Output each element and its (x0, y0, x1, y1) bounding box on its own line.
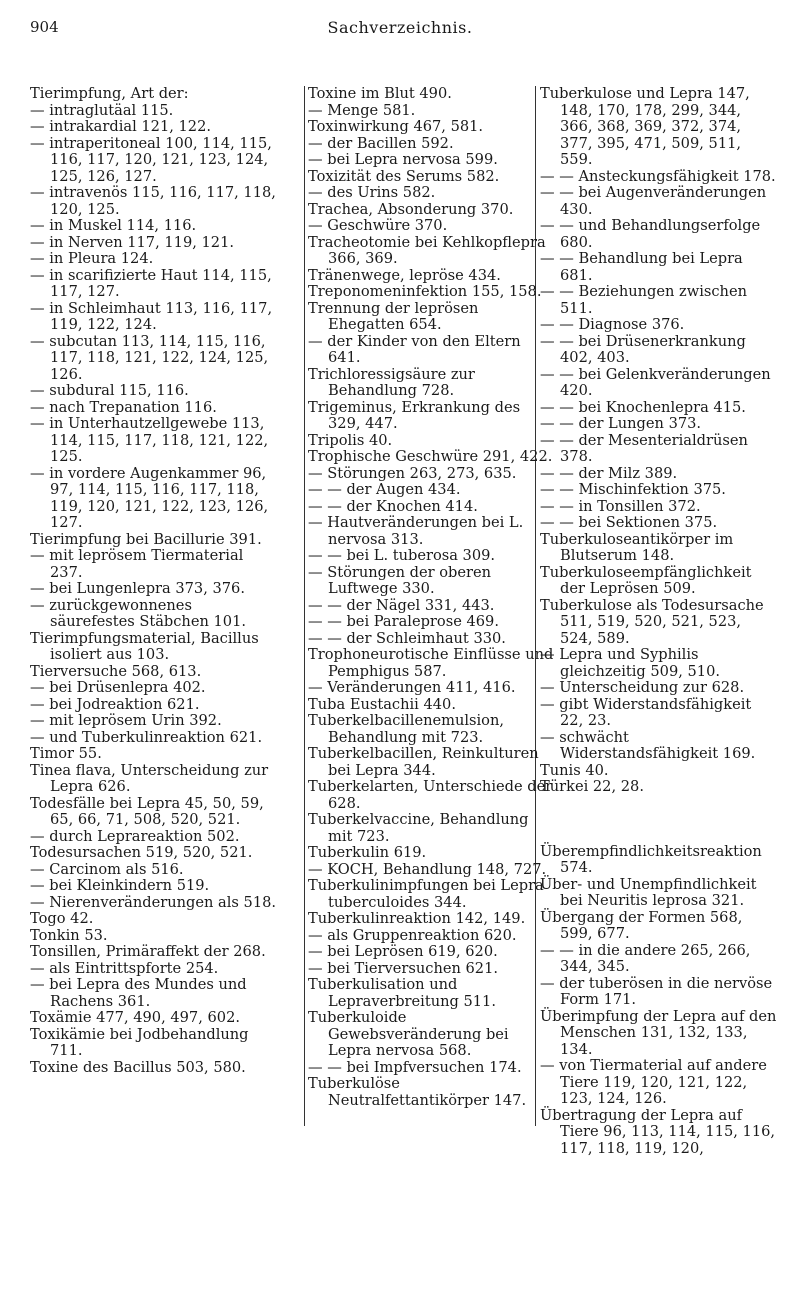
index-entry: — — Mischinfektion 375. (540, 481, 726, 498)
index-entry: Tuberkelbacillen, Reinkulturen bei Lepra 344. (308, 745, 539, 779)
index-entry: — bei Lepra nervosa 599. (308, 151, 498, 168)
index-entry: — — der Milz 389. (540, 464, 678, 482)
index-entry: — — in Tonsillen 372. (540, 497, 701, 515)
index-entry: — zurückgewonnenes säurefestes Stäbchen 101. (30, 596, 247, 630)
index-entry: — — der Schleimhaut 330. (308, 629, 506, 647)
index-entry: Tonsillen, Primäraffekt der 268. (30, 943, 266, 960)
index-columns (30, 86, 775, 1286)
index-entry: — durch Leprareaktion 502. (30, 827, 240, 845)
index-entry: — gibt Widerstandsfähigkeit 22, 23. (540, 695, 752, 729)
index-entry: — — Diagnose 376. (540, 316, 685, 333)
index-entry: — bei Lepra des Mundes und Rachens 361. (30, 976, 247, 1010)
index-entry: Tuberkulöse Neutralfettantikörper 147. (308, 1075, 527, 1109)
index-entry: — intraglutäal 115. (30, 101, 174, 119)
index-entry: — intraperitoneal 100, 114, 115, 116, 117, 120, 121, 123, 124, 125, 126, 127. (30, 134, 272, 185)
index-entry: — — bei Drüsenerkrankung 402, 403. (540, 332, 746, 366)
index-entry: — — bei Impfversuchen 174. (308, 1058, 522, 1076)
running-title: Sachverzeichnis. (327, 18, 473, 37)
index-column-3 (540, 86, 778, 1286)
index-entry: — intravenös 115, 116, 117, 118, 120, 125. (30, 184, 276, 218)
index-entry: — der Kinder von den Eltern 641. (308, 332, 521, 366)
index-entry: — bei Kleinkindern 519. (30, 877, 210, 894)
index-entry: Tuberkelbacillenemulsion, Behandlung mit 723. (308, 712, 505, 746)
index-entry: — subcutan 113, 114, 115, 116, 117, 118, 121, 122, 124, 125, 126. (30, 332, 269, 383)
index-entry: Überimpfung der Lepra auf den Menschen 131, 132, 133, 134. (540, 1007, 777, 1058)
index-entry: — Lepra und Syphilis gleichzeitig 509, 510. (540, 646, 721, 680)
index-entry: Tuberkelarten, Unterschiede der 628. (308, 778, 553, 812)
index-entry: — der tuberösen in die nervöse Form 171. (540, 974, 773, 1008)
index-entry: Togo 42. (30, 910, 94, 927)
index-entry: — — bei Paraleprose 469. (308, 613, 499, 630)
index-entry: — subdural 115, 116. (30, 382, 189, 399)
index-entry: — Geschwüre 370. (308, 217, 448, 234)
index-entry: — in Schleimhaut 113, 116, 117, 119, 122, 124. (30, 299, 273, 333)
index-entry: — intrakardial 121, 122. (30, 118, 212, 135)
index-entry: Tränenwege, lepröse 434. (308, 266, 501, 284)
index-entry: — — der Lungen 373. (540, 415, 702, 432)
index-entry: Türkei 22, 28. (540, 778, 644, 795)
index-entry: — — bei Sektionen 375. (540, 514, 718, 531)
index-entry: — Störungen 263, 273, 635. (308, 464, 517, 482)
index-entry: — bei Leprösen 619, 620. (308, 943, 498, 960)
index-entry: Tracheotomie bei Kehlkopflepra 366, 369. (308, 233, 546, 267)
index-entry: Tuberkulose und Lepra 147, 148, 170, 178, 299, 344, 366, 368, 369, 372, 374, 377, 395, 471, 509, 511, 559. (540, 85, 750, 168)
index-entry: — von Tiermaterial auf andere Tiere 119, 120, 121, 122, 123, 124, 126. (540, 1057, 767, 1107)
index-entry: — — der Nägel 331, 443. (308, 596, 495, 614)
index-entry: Tierimpfung, Art der: (30, 85, 189, 102)
index-entry: Tinea flava, Unterscheidung zur Lepra 626. (30, 761, 269, 795)
index-entry: Toxämie 477, 490, 497, 602. (30, 1009, 240, 1026)
index-entry: Tuba Eustachii 440. (308, 695, 456, 713)
index-entry: — Störungen der oberen Luftwege 330. (308, 563, 492, 597)
index-entry: — Hautveränderungen bei L. nervosa 313. (308, 514, 524, 548)
index-gap (540, 812, 778, 828)
index-entry: Timor 55. (30, 745, 102, 762)
index-entry: Toxinwirkung 467, 581. (308, 118, 484, 135)
index-entry: Übertragung der Lepra auf Tiere 96, 113, 114, 115, 116, 117, 118, 119, 120, (540, 1106, 776, 1157)
index-entry: Tierversuche 568, 613. (30, 662, 202, 680)
index-entry: — Nierenveränderungen als 518. (30, 893, 277, 911)
index-entry: Trigeminus, Erkrankung des 329, 447. (308, 398, 521, 432)
index-entry: — — bei L. tuberosa 309. (308, 547, 496, 564)
index-entry: Tuberkulisation und Lepraverbreitung 511. (308, 976, 496, 1010)
index-entry: — nach Trepanation 116. (30, 398, 217, 416)
index-entry: Tripolis 40. (308, 431, 393, 449)
index-entry: Trophische Geschwüre 291, 422. (308, 448, 553, 465)
index-entry: Übergang der Formen 568, 599, 677. (540, 908, 743, 942)
index-entry: Toxine im Blut 490. (308, 85, 452, 102)
index-entry: — — der Augen 434. (308, 481, 461, 498)
index-entry: Tuberkulose als Todesursache 511, 519, 520, 521, 523, 524, 589. (540, 596, 764, 647)
index-entry: — bei Lungenlepra 373, 376. (30, 580, 245, 597)
index-entry: Trachea, Absonderung 370. (308, 200, 514, 218)
index-entry: — in Pleura 124. (30, 250, 154, 267)
index-entry: — mit leprösem Urin 392. (30, 712, 222, 729)
index-entry: Tuberkulinreaktion 142, 149. (308, 910, 526, 927)
index-entry: Trichloressigsäure zur Behandlung 728. (308, 365, 475, 399)
index-entry: — der Bacillen 592. (308, 134, 454, 152)
index-entry: Tunis 40. (540, 761, 609, 779)
index-entry: — — in die andere 265, 266, 344, 345. (540, 941, 751, 975)
index-entry: Tuberkuloseantikörper im Blutserum 148. (540, 530, 734, 564)
index-entry: — in Unterhautzellgewebe 113, 114, 115, 117, 118, 121, 122, 125. (30, 415, 269, 465)
index-entry: Tuberkuloseempfänglichkeit der Leprösen 509. (540, 563, 752, 597)
index-entry: Tonkin 53. (30, 926, 108, 944)
index-entry: — in vordere Augenkammer 96, 97, 114, 115, 116, 117, 118, 119, 120, 121, 122, 123, 126, 127. (30, 464, 269, 531)
page-header (30, 18, 770, 42)
index-entry: — bei Tierversuchen 621. (308, 959, 499, 977)
index-entry: — des Urins 582. (308, 184, 436, 201)
index-entry: — als Eintrittspforte 254. (30, 959, 219, 977)
index-entry: Todesursachen 519, 520, 521. (30, 844, 253, 861)
index-entry: Über- und Unempfindlichkeit bei Neuritis leprosa 321. (540, 875, 757, 909)
index-column-2 (308, 86, 556, 1286)
index-entry: — schwächt Widerstandsfähigkeit 169. (540, 728, 756, 762)
index-entry: — — bei Knochenlepra 415. (540, 398, 746, 416)
index-entry: Tuberkulin 619. (308, 844, 427, 861)
index-entry: — — bei Augenveränderungen 430. (540, 184, 767, 218)
index-entry: — in scarifizierte Haut 114, 115, 117, 127. (30, 266, 272, 300)
index-entry: Tuberkelvaccine, Behandlung mit 723. (308, 811, 529, 845)
index-entry: — — Behandlung bei Lepra 681. (540, 250, 743, 284)
index-entry: Tuberkulinimpfungen bei Lepra tuberculoides 344. (308, 877, 544, 911)
index-entry: Toxikämie bei Jodbehandlung 711. (30, 1025, 249, 1059)
index-entry: — Menge 581. (308, 101, 416, 119)
index-entry: — KOCH, Behandlung 148, 727. (308, 860, 547, 878)
index-entry: — und Tuberkulinreaktion 621. (30, 728, 263, 746)
index-entry: Treponomeninfektion 155, 158. (308, 283, 542, 300)
index-entry: Toxizität des Serums 582. (308, 167, 500, 185)
index-entry: — bei Drüsenlepra 402. (30, 679, 206, 696)
index-entry: — — der Mesenterialdrüsen 378. (540, 431, 748, 465)
index-entry: Trophoneurotische Einflüsse und Pemphigus 587. (308, 646, 554, 680)
index-entry: — in Nerven 117, 119, 121. (30, 233, 234, 251)
index-column-1 (30, 86, 278, 1286)
index-entry: Toxine des Bacillus 503, 580. (30, 1058, 246, 1076)
index-entry: — — der Knochen 414. (308, 497, 478, 515)
index-entry: — als Gruppenreaktion 620. (308, 926, 517, 944)
index-entry: Tierimpfungsmaterial, Bacillus isoliert aus 103. (30, 629, 259, 663)
index-entry: Tuberkuloide Gewebsveränderung bei Lepra nervosa 568. (308, 1009, 509, 1059)
column-divider (304, 86, 305, 1126)
index-entry: — mit leprösem Tiermaterial 237. (30, 547, 244, 581)
index-entry: — in Muskel 114, 116. (30, 217, 197, 234)
index-entry: Überempfindlichkeitsreaktion 574. (540, 842, 762, 876)
index-entry: — — bei Gelenkveränderungen 420. (540, 365, 771, 399)
index-entry: — Unterscheidung zur 628. (540, 679, 745, 696)
index-entry: — Carcinom als 516. (30, 860, 184, 878)
index-entry: — — Beziehungen zwischen 511. (540, 283, 747, 317)
index-entry: Trennung der leprösen Ehegatten 654. (308, 299, 479, 333)
index-entry: — bei Jodreaktion 621. (30, 695, 200, 713)
index-entry: — — Ansteckungsfähigkeit 178. (540, 167, 776, 185)
index-entry: — — und Behandlungserfolge 680. (540, 217, 761, 251)
index-entry: Tierimpfung bei Bacillurie 391. (30, 530, 262, 548)
page-number: 904 (30, 18, 59, 36)
index-entry: Todesfälle bei Lepra 45, 50, 59, 65, 66, 71, 508, 520, 521. (30, 794, 264, 828)
index-entry: — Veränderungen 411, 416. (308, 679, 516, 696)
